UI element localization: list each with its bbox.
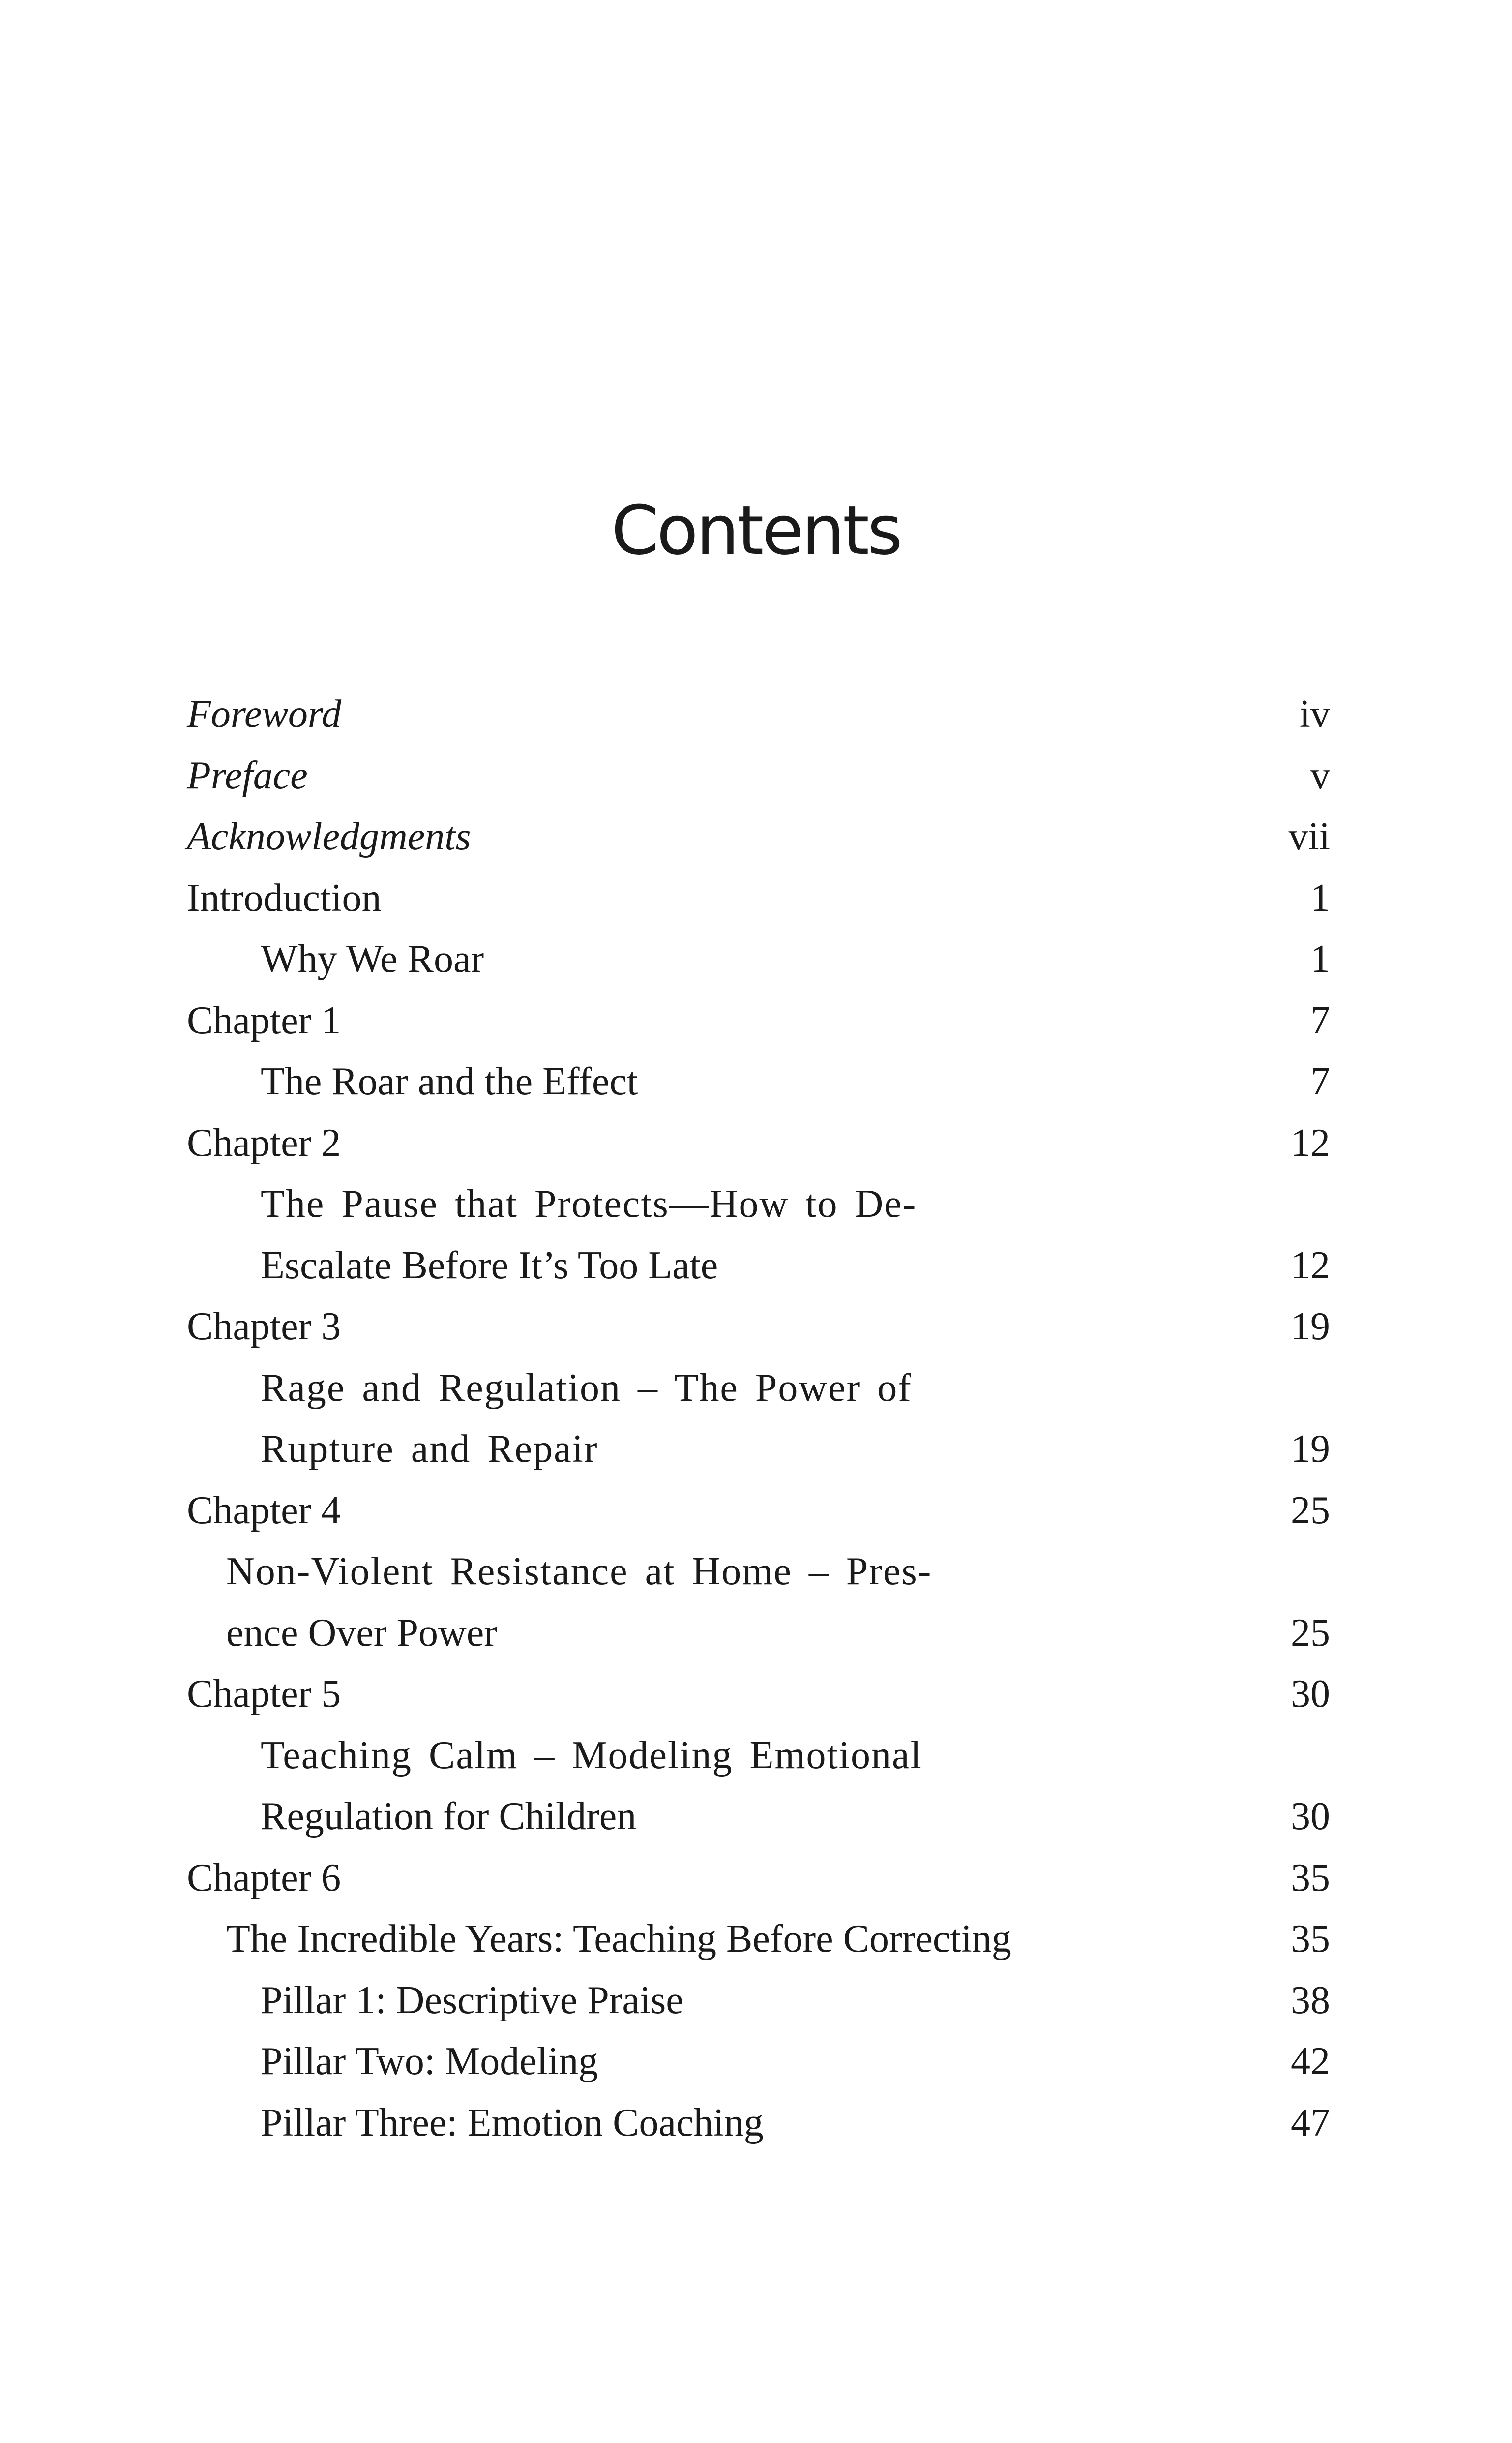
toc-entry-page: 30	[1291, 1795, 1330, 1838]
toc-entry-page: 19	[1291, 1427, 1330, 1471]
toc-entry-page: v	[1310, 754, 1330, 797]
toc-entry-page: 35	[1291, 1856, 1330, 1900]
toc-subentry	[187, 929, 1330, 990]
toc-entry-label: Teaching Calm – Modeling Emotional	[261, 1733, 922, 1777]
toc-entry-page: 7	[1310, 998, 1330, 1042]
toc-entry-foreword	[187, 684, 1330, 745]
toc-entry-page: 12	[1291, 1243, 1330, 1287]
toc-entry-label: The Roar and the Effect	[261, 1060, 638, 1103]
toc-entry-chapter-6	[187, 1847, 1330, 1909]
toc-entry-page: vii	[1288, 815, 1330, 858]
page-title: Contents	[611, 491, 901, 570]
toc-entry-label: Escalate Before It’s Too Late	[261, 1243, 718, 1287]
toc-subentry	[187, 1541, 1330, 1602]
toc-entry-label: Chapter 4	[187, 1488, 341, 1532]
toc-entry-page: iv	[1299, 693, 1330, 736]
toc-entry-page: 38	[1291, 1978, 1330, 2022]
toc-entry-page: 30	[1291, 1672, 1330, 1716]
toc-entry-chapter-4	[187, 1480, 1330, 1541]
toc-entry-label: Why We Roar	[261, 937, 484, 981]
toc-entry-label: Chapter 3	[187, 1305, 341, 1348]
toc-subentry	[187, 2031, 1330, 2092]
toc-subentry	[187, 1051, 1330, 1113]
toc-entry-label: Foreword	[187, 693, 342, 736]
toc-entry-chapter-3	[187, 1296, 1330, 1357]
toc-entry-page: 47	[1291, 2101, 1330, 2144]
toc-entry-page: 7	[1310, 1060, 1330, 1103]
toc-entry-page: 25	[1291, 1488, 1330, 1532]
toc-subentry	[187, 1602, 1330, 1664]
toc-subentry	[187, 2092, 1330, 2154]
toc-entry-page: 35	[1291, 1917, 1330, 1960]
toc-subentry	[187, 1174, 1330, 1235]
toc-subentry	[187, 1725, 1330, 1786]
toc-entry-page: 19	[1291, 1305, 1330, 1348]
toc-entry-page: 25	[1291, 1611, 1330, 1655]
toc-subentry	[187, 1357, 1330, 1419]
toc-entry-label: Introduction	[187, 876, 382, 920]
toc-entry-label: The Incredible Years: Teaching Before Correcting	[226, 1917, 1011, 1960]
toc-subentry	[187, 1786, 1330, 1847]
toc-entry-page: 42	[1291, 2040, 1330, 2083]
toc-subentry	[187, 1235, 1330, 1297]
toc-subentry	[187, 1970, 1330, 2031]
toc-entry-label: Pillar Three: Emotion Coaching	[261, 2101, 764, 2144]
toc-entry-chapter-1	[187, 990, 1330, 1052]
toc-entry-label: Chapter 1	[187, 998, 341, 1042]
toc-entry-label: The Pause that Protects—How to De-	[261, 1182, 917, 1226]
toc-entry-label: Chapter 6	[187, 1856, 341, 1900]
toc-entry-label: Chapter 5	[187, 1672, 341, 1716]
toc-entry-label: Chapter 2	[187, 1121, 341, 1165]
toc-subentry	[187, 1418, 1330, 1480]
toc-entry-introduction	[187, 868, 1330, 929]
toc-entry-preface	[187, 745, 1330, 807]
toc-entry-acknowledgments	[187, 806, 1330, 868]
toc-entry-label: Acknowledgments	[187, 815, 471, 858]
toc-entry-label: Non-Violent Resistance at Home – Pres-	[226, 1550, 932, 1593]
toc-entry-page: 1	[1310, 937, 1330, 981]
toc-entry-label: Rupture and Repair	[261, 1427, 598, 1471]
toc-subentry	[187, 1908, 1330, 1970]
toc-entry-label: Regulation for Children	[261, 1795, 637, 1838]
toc-entry-label: Preface	[187, 754, 308, 797]
toc-entry-chapter-5	[187, 1663, 1330, 1725]
toc-entry-page: 1	[1310, 876, 1330, 920]
toc-entry-label: ence Over Power	[226, 1611, 497, 1655]
toc-entry-label: Rage and Regulation – The Power of	[261, 1366, 912, 1410]
toc-entry-chapter-2	[187, 1113, 1330, 1174]
toc-entry-label: Pillar Two: Modeling	[261, 2040, 598, 2083]
toc-entry-page: 12	[1291, 1121, 1330, 1165]
table-of-contents	[187, 684, 1330, 2153]
toc-entry-label: Pillar 1: Descriptive Praise	[261, 1978, 683, 2022]
